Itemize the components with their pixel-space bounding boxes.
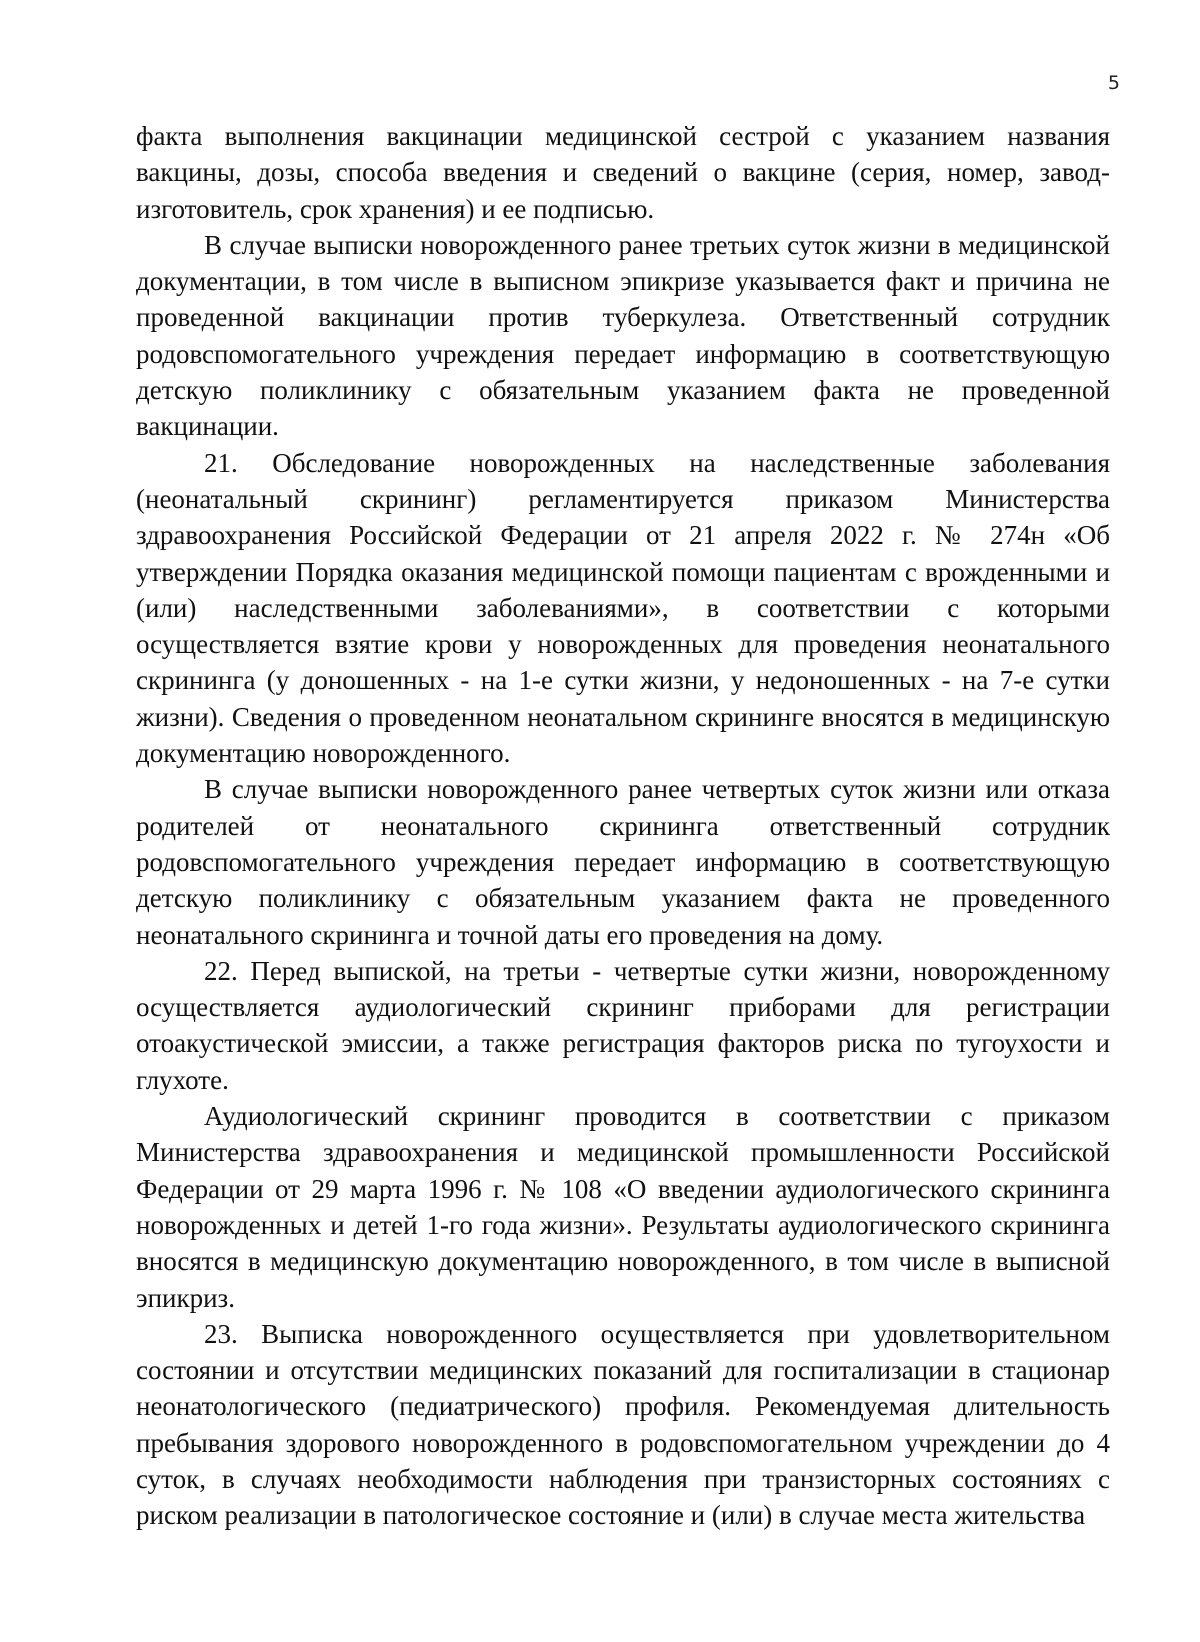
paragraph-continuation: факта выполнения вакцинации медицинской сестрой с указанием названия вакцины, дозы, способа введения и сведений о вакцине (серия, номер, завод-изготовитель, срок хранения) и ее подписью. — [136, 121, 1110, 224]
paragraph-21-neonatal-screening: 21. Обследование новорожденных на наследственные заболевания (неонатальный скрининг) регламентируется приказом Министерства здравоохранения Российской Федерации от 21 апреля 2022 г. № 274н «Об утверждении Порядка оказания медицинской помощи пациентам с врожденными и (или) наследственными заболеваниями», в соответствии с которыми осуществляется взятие крови у новорожденных для проведения неонатального скрининга (у доношенных - на 1-е сутки жизни, у недоношенных - на 7-е сутки жизни). Сведения о проведенном неонатальном скрининге вносятся в медицинскую документацию новорожденного. — [136, 447, 1110, 769]
paragraph-discharge-before-vaccination: В случае выписки новорожденного ранее третьих суток жизни в медицинской документации, в том числе в выписном эпикризе указывается факт и причина не проведенной вакцинации против туберкулеза. Ответственный сотрудник родовспомогательного учреждения передает информацию в соответствующую детскую поликлинику с обязательным указанием факта не проведенной вакцинации. — [136, 229, 1110, 442]
body-text — [136, 118, 1110, 1534]
page-number: 5 — [1107, 72, 1120, 94]
paragraph-22-audiological-screening: 22. Перед выпиской, на третьи - четвертые сутки жизни, новорожденному осуществляется аудиологический скрининг приборами для регистрации отоакустической эмиссии, а также регистрация факторов риска по тугоухости и глухоте. — [136, 955, 1110, 1095]
paragraph-23-discharge: 23. Выписка новорожденного осуществляется при удовлетворительном состоянии и отсутствии медицинских показаний для госпитализации в стационар неонатологического (педиатрического) профиля. Рекомендуемая длительность пребывания здорового новорожденного в родовспомогательном учреждении до 4 суток, в случаях необходимости наблюдения при транзисторных состояниях с риском реализации в патологическое состояние и (или) в случае места жительства — [136, 1318, 1110, 1531]
paragraph-discharge-before-screening: В случае выписки новорожденного ранее четвертых суток жизни или отказа родителей от неонатального скрининга ответственный сотрудник родовспомогательного учреждения передает информацию в соответствующую детскую поликлинику с обязательным указанием факта не проведенного неонатального скрининга и точной даты его проведения на дому. — [136, 774, 1110, 950]
paragraph-audiological-order: Аудиологический скрининг проводится в соответствии с приказом Министерства здравоохранения и медицинской промышленности Российской Федерации от 29 марта 1996 г. № 108 «О введении аудиологического скрининга новорожденных и детей 1-го года жизни». Результаты аудиологического скрининга вносятся в медицинскую документацию новорожденного, в том числе в выписной эпикриз. — [136, 1101, 1110, 1313]
